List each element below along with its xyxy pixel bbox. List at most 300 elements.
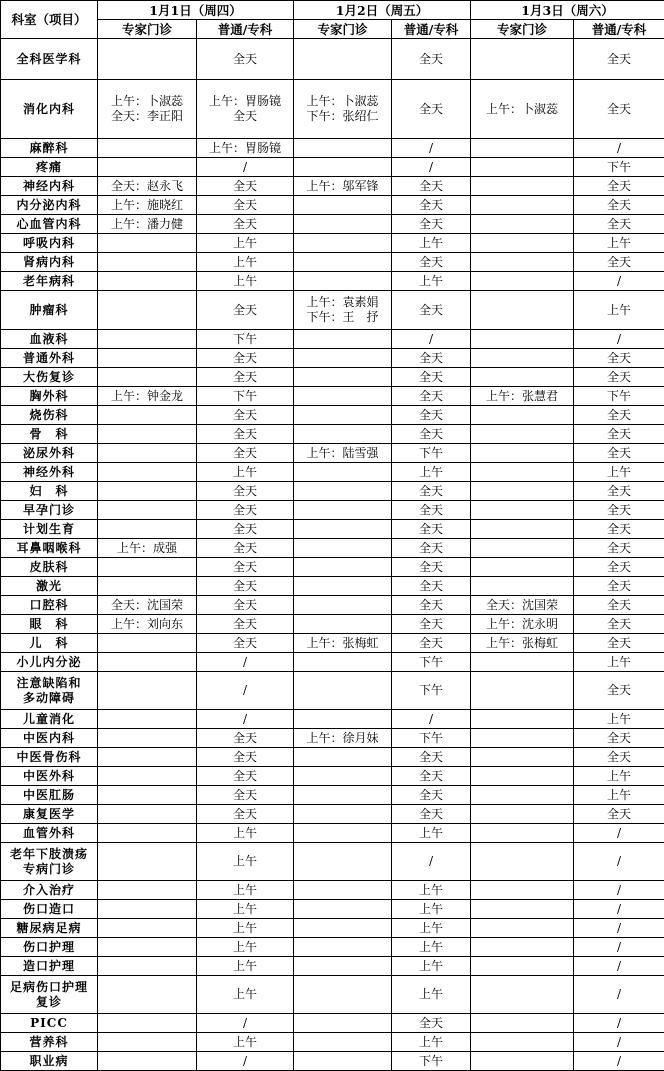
general-day2-cell <box>392 387 471 406</box>
doctor-slot: 全天：李正阳 <box>98 109 196 124</box>
session-value: 全天 <box>197 351 293 366</box>
session-value: 上午 <box>392 883 470 898</box>
doctor-slot: 上午：卜淑蕊 <box>98 94 196 109</box>
general-day3-cell <box>574 425 664 444</box>
general-day3-cell <box>574 291 664 330</box>
dept-name: 神经外科 <box>1 465 97 480</box>
general-day2-cell <box>392 1033 471 1052</box>
session-value: 全天 <box>197 617 293 632</box>
dept-cell <box>1 748 98 767</box>
general-day3-cell <box>574 672 664 710</box>
general-day2-cell <box>392 710 471 729</box>
dept-cell <box>1 482 98 501</box>
expert-day1-cell <box>98 444 197 463</box>
session-value: 上午 <box>574 788 664 803</box>
dept-name: 造口护理 <box>1 959 97 974</box>
dept-name: 呼吸内科 <box>1 236 97 251</box>
dept-cell <box>1 387 98 406</box>
table-row <box>1 406 664 425</box>
general-day2-cell <box>392 139 471 158</box>
general-day3-cell <box>574 234 664 253</box>
expert-day1-cell <box>98 215 197 234</box>
session-value: 全天 <box>574 503 664 518</box>
general-day3-cell <box>574 330 664 349</box>
dept-cell <box>1 900 98 919</box>
general-day1-cell <box>197 253 294 272</box>
general-day1-cell <box>197 482 294 501</box>
session-value: 全天 <box>197 788 293 803</box>
dept-name: 中医内科 <box>1 731 97 746</box>
general-day3-cell <box>574 615 664 634</box>
general-day2-cell <box>392 786 471 805</box>
general-day1-cell <box>197 748 294 767</box>
general-day3-cell <box>574 158 664 177</box>
table-row <box>1 196 664 215</box>
session-value: / <box>197 683 293 698</box>
expert-day2-cell <box>294 291 392 330</box>
session-value: 全天 <box>197 446 293 461</box>
session-value: 全天 <box>392 179 470 194</box>
expert-day2-cell <box>294 957 392 976</box>
expert-day1-cell <box>98 463 197 482</box>
dept-name: 小儿内分泌 <box>1 655 97 670</box>
dept-name: 消化内科 <box>1 102 97 117</box>
session-value: / <box>574 902 664 917</box>
dept-cell <box>1 349 98 368</box>
expert-day1-cell <box>98 672 197 710</box>
dept-cell <box>1 1033 98 1052</box>
table-row <box>1 253 664 272</box>
session-value: 全天 <box>574 255 664 270</box>
general-day2-cell <box>392 558 471 577</box>
general-day1-cell <box>197 272 294 291</box>
general-day3-cell <box>574 767 664 786</box>
general-day1-cell <box>197 520 294 539</box>
general-day1-cell <box>197 729 294 748</box>
general-day1-cell <box>197 425 294 444</box>
general-day3-cell <box>574 919 664 938</box>
expert-day2-cell <box>294 39 392 80</box>
table-row <box>1 425 664 444</box>
expert-day3-cell <box>471 234 574 253</box>
dept-cell <box>1 406 98 425</box>
dept-name: 中医外科 <box>1 769 97 784</box>
general-day2-cell <box>392 444 471 463</box>
table-row <box>1 80 664 139</box>
dept-name: 大伤复诊 <box>1 370 97 385</box>
general-day2-cell <box>392 577 471 596</box>
general-day1-cell <box>197 824 294 843</box>
expert-day3-cell <box>471 729 574 748</box>
doctor-slot: 全天：沈国荣 <box>471 598 573 613</box>
session-value: / <box>574 1016 664 1031</box>
session-value: 上午 <box>574 655 664 670</box>
schedule-body <box>1 39 664 1071</box>
session-value: 上午 <box>197 826 293 841</box>
expert-day2-cell <box>294 919 392 938</box>
table-row <box>1 786 664 805</box>
dept-cell <box>1 425 98 444</box>
session-value: / <box>574 987 664 1002</box>
dept-cell <box>1 158 98 177</box>
general-day1-cell <box>197 349 294 368</box>
expert-day1-cell <box>98 653 197 672</box>
dept-name: 伤口造口 <box>1 902 97 917</box>
expert-day1-cell <box>98 196 197 215</box>
table-row <box>1 596 664 615</box>
doctor-slot: 上午：袁素娟 <box>294 295 391 310</box>
general-day2-cell <box>392 330 471 349</box>
general-day3-cell <box>574 824 664 843</box>
expert-day2-cell <box>294 387 392 406</box>
expert-day1-cell <box>98 900 197 919</box>
session-value: 下午 <box>197 389 293 404</box>
dept-name: 激光 <box>1 579 97 594</box>
general-day2-cell <box>392 196 471 215</box>
doctor-slot: 上午：陆雪强 <box>294 446 391 461</box>
general-day3-cell <box>574 139 664 158</box>
dept-cell <box>1 729 98 748</box>
expert-day3-cell <box>471 215 574 234</box>
doctor-slot: 上午：钟金龙 <box>98 389 196 404</box>
expert-day1-cell <box>98 881 197 900</box>
general-day1-cell <box>197 1014 294 1033</box>
expert-day2-cell <box>294 672 392 710</box>
session-value: 全天 <box>392 217 470 232</box>
dept-cell <box>1 653 98 672</box>
general-day2-cell <box>392 634 471 653</box>
table-row <box>1 139 664 158</box>
dept-cell <box>1 577 98 596</box>
dept-cell <box>1 177 98 196</box>
expert-day1-cell <box>98 368 197 387</box>
table-row <box>1 330 664 349</box>
dept-cell <box>1 272 98 291</box>
general-day3-cell <box>574 1052 664 1071</box>
session-value: 全天 <box>574 351 664 366</box>
dept-cell <box>1 957 98 976</box>
expert-day1-cell <box>98 272 197 291</box>
session-value: / <box>392 160 470 175</box>
general-day2-cell <box>392 539 471 558</box>
session-value: 全天 <box>574 541 664 556</box>
general-day2-cell <box>392 729 471 748</box>
general-day3-cell <box>574 463 664 482</box>
general-day2-cell <box>392 501 471 520</box>
general-day3-cell <box>574 196 664 215</box>
expert-day3-cell <box>471 291 574 330</box>
dept-name: 口腔科 <box>1 598 97 613</box>
general-day3-cell <box>574 1014 664 1033</box>
expert-day2-cell <box>294 729 392 748</box>
session-value: 全天 <box>197 731 293 746</box>
general-day2-cell <box>392 349 471 368</box>
dept-cell <box>1 596 98 615</box>
session-value: 上午 <box>197 883 293 898</box>
session-value: 全天 <box>392 255 470 270</box>
session-value: 全天 <box>392 541 470 556</box>
session-value: 全天 <box>197 560 293 575</box>
general-day3-cell <box>574 39 664 80</box>
session-value: 全天 <box>392 408 470 423</box>
expert-day1-cell <box>98 805 197 824</box>
general-day2-cell <box>392 957 471 976</box>
session-value: 全天 <box>197 408 293 423</box>
session-value: 上午：胃肠镜 <box>197 141 293 156</box>
session-value: / <box>574 1054 664 1069</box>
doctor-slot: 上午：沈永明 <box>471 617 573 632</box>
dept-cell <box>1 767 98 786</box>
general-day3-cell <box>574 843 664 881</box>
session-value: / <box>197 712 293 727</box>
general-day1-cell <box>197 406 294 425</box>
general-day1-cell <box>197 957 294 976</box>
session-value: 上午 <box>392 1035 470 1050</box>
expert-day3-cell <box>471 805 574 824</box>
session-value: 上午 <box>574 712 664 727</box>
general-day3-cell <box>574 710 664 729</box>
table-row <box>1 767 664 786</box>
expert-day3-cell <box>471 824 574 843</box>
expert-day3-cell <box>471 139 574 158</box>
general-day2-cell <box>392 919 471 938</box>
general-day2-cell <box>392 253 471 272</box>
general-day3-cell <box>574 368 664 387</box>
session-value: 全天 <box>197 750 293 765</box>
dept-name: 全科医学科 <box>1 52 97 67</box>
expert-day2-cell <box>294 139 392 158</box>
general-day3-cell <box>574 558 664 577</box>
session-value: 上午 <box>392 987 470 1002</box>
dept-name: 肿瘤科 <box>1 303 97 318</box>
session-value: 下午 <box>392 683 470 698</box>
expert-day1-cell <box>98 786 197 805</box>
expert-day1-cell <box>98 291 197 330</box>
session-value: 上午 <box>197 236 293 251</box>
dept-name: 儿 科 <box>1 636 97 651</box>
expert-day3-cell <box>471 881 574 900</box>
expert-day3-cell <box>471 444 574 463</box>
session-value: 全天 <box>197 769 293 784</box>
session-value: 全天 <box>392 198 470 213</box>
dept-name: 神经内科 <box>1 179 97 194</box>
dept-name: 职业病 <box>1 1054 97 1069</box>
session-value: 全天 <box>392 769 470 784</box>
expert-day2-cell <box>294 805 392 824</box>
general-day3-cell <box>574 748 664 767</box>
dept-cell <box>1 520 98 539</box>
session-value: 全天 <box>392 427 470 442</box>
dept-name: 胸外科 <box>1 389 97 404</box>
table-row <box>1 976 664 1014</box>
session-value: 全天 <box>574 52 664 67</box>
table-row <box>1 824 664 843</box>
general-day1-cell <box>197 215 294 234</box>
general-day2-cell <box>392 653 471 672</box>
table-row <box>1 1014 664 1033</box>
general-day1-cell <box>197 501 294 520</box>
session-value: 全天 <box>392 389 470 404</box>
session-value: 全天 <box>197 541 293 556</box>
session-value: 全天 <box>574 484 664 499</box>
expert-day3-cell <box>471 767 574 786</box>
expert-header-day3: 专家门诊 <box>471 20 574 39</box>
expert-day3-cell <box>471 1033 574 1052</box>
table-row <box>1 291 664 330</box>
expert-day2-cell <box>294 767 392 786</box>
expert-header-day2: 专家门诊 <box>294 20 392 39</box>
session-value: / <box>574 274 664 289</box>
dept-name: 耳鼻咽喉科 <box>1 541 97 556</box>
dept-cell <box>1 919 98 938</box>
dept-name: 早孕门诊 <box>1 503 97 518</box>
table-row <box>1 177 664 196</box>
general-day1-cell <box>197 938 294 957</box>
general-day1-cell <box>197 158 294 177</box>
session-value: 上午 <box>392 921 470 936</box>
expert-day3-cell <box>471 80 574 139</box>
dept-name: 血液科 <box>1 332 97 347</box>
day-header-3: 1月3日（周六） <box>471 1 664 20</box>
session-value: 全天 <box>392 351 470 366</box>
expert-day3-cell <box>471 710 574 729</box>
expert-day1-cell <box>98 938 197 957</box>
doctor-slot: 下午：王 抒 <box>294 310 391 325</box>
dept-name: 中医肛肠 <box>1 788 97 803</box>
dept-header: 科室（项目） <box>1 1 98 39</box>
session-value: 全天 <box>392 1016 470 1031</box>
table-row <box>1 272 664 291</box>
session-value: 全天 <box>392 503 470 518</box>
expert-day3-cell <box>471 900 574 919</box>
expert-day3-cell <box>471 748 574 767</box>
dept-cell <box>1 330 98 349</box>
expert-day1-cell <box>98 406 197 425</box>
expert-day1-cell <box>98 824 197 843</box>
expert-day2-cell <box>294 80 392 139</box>
dept-cell <box>1 976 98 1014</box>
expert-day1-cell <box>98 710 197 729</box>
session-value: 全天 <box>574 807 664 822</box>
dept-name: 康复医学 <box>1 807 97 822</box>
general-day1-cell <box>197 444 294 463</box>
session-value: / <box>574 959 664 974</box>
expert-day3-cell <box>471 558 574 577</box>
day-header-1: 1月1日（周四） <box>98 1 294 20</box>
dept-cell <box>1 215 98 234</box>
general-day3-cell <box>574 729 664 748</box>
table-row <box>1 615 664 634</box>
expert-day3-cell <box>471 425 574 444</box>
doctor-slot: 上午：卜淑蕊 <box>294 94 391 109</box>
dept-name: 儿童消化 <box>1 712 97 727</box>
general-day3-cell <box>574 596 664 615</box>
dept-name: 专病门诊 <box>1 862 97 877</box>
general-day2-cell <box>392 406 471 425</box>
general-day3-cell <box>574 272 664 291</box>
session-value: 上午 <box>197 987 293 1002</box>
table-row <box>1 938 664 957</box>
session-value: 上午 <box>197 959 293 974</box>
general-day1-cell <box>197 786 294 805</box>
expert-day3-cell <box>471 1052 574 1071</box>
expert-day3-cell <box>471 406 574 425</box>
expert-day3-cell <box>471 463 574 482</box>
expert-day1-cell <box>98 843 197 881</box>
dept-cell <box>1 786 98 805</box>
session-value: / <box>574 1035 664 1050</box>
general-day1-cell <box>197 139 294 158</box>
general-day1-cell <box>197 1033 294 1052</box>
expert-day1-cell <box>98 957 197 976</box>
dept-name: PICC <box>1 1016 97 1031</box>
table-row <box>1 158 664 177</box>
expert-day1-cell <box>98 425 197 444</box>
general-day2-cell <box>392 805 471 824</box>
dept-cell <box>1 634 98 653</box>
general-day1-cell <box>197 919 294 938</box>
doctor-slot: 上午：刘向东 <box>98 617 196 632</box>
expert-day2-cell <box>294 976 392 1014</box>
expert-day3-cell <box>471 539 574 558</box>
session-value: 下午 <box>392 655 470 670</box>
expert-day3-cell <box>471 253 574 272</box>
session-value: 全天 <box>574 522 664 537</box>
general-day1-cell <box>197 710 294 729</box>
session-value: 上午 <box>392 826 470 841</box>
expert-day1-cell <box>98 976 197 1014</box>
expert-day2-cell <box>294 1033 392 1052</box>
general-day2-cell <box>392 520 471 539</box>
session-value: 全天 <box>574 102 664 117</box>
table-row <box>1 634 664 653</box>
expert-day3-cell <box>471 957 574 976</box>
table-row <box>1 919 664 938</box>
general-day2-cell <box>392 368 471 387</box>
general-day3-cell <box>574 501 664 520</box>
general-day1-cell <box>197 976 294 1014</box>
session-value: 全天 <box>392 750 470 765</box>
expert-day1-cell <box>98 558 197 577</box>
general-day3-cell <box>574 177 664 196</box>
general-day1-cell <box>197 1052 294 1071</box>
expert-day2-cell <box>294 786 392 805</box>
expert-day3-cell <box>471 786 574 805</box>
expert-day3-cell <box>471 520 574 539</box>
general-day1-cell <box>197 900 294 919</box>
session-value: 全天 <box>392 807 470 822</box>
dept-cell <box>1 253 98 272</box>
session-value: 全天 <box>392 636 470 651</box>
general-day1-cell <box>197 767 294 786</box>
general-day2-cell <box>392 938 471 957</box>
session-value: / <box>392 141 470 156</box>
table-row <box>1 881 664 900</box>
general-day1-cell <box>197 196 294 215</box>
session-value: 全天 <box>574 560 664 575</box>
expert-day1-cell <box>98 1033 197 1052</box>
dept-name: 足病伤口护理 <box>1 980 97 995</box>
session-value: / <box>392 332 470 347</box>
session-value: 上午 <box>574 465 664 480</box>
general-day1-cell <box>197 653 294 672</box>
general-day2-cell <box>392 80 471 139</box>
expert-day2-cell <box>294 272 392 291</box>
day-header-2: 1月2日（周五） <box>294 1 471 20</box>
general-day2-cell <box>392 158 471 177</box>
dept-name: 血管外科 <box>1 826 97 841</box>
general-day2-cell <box>392 463 471 482</box>
